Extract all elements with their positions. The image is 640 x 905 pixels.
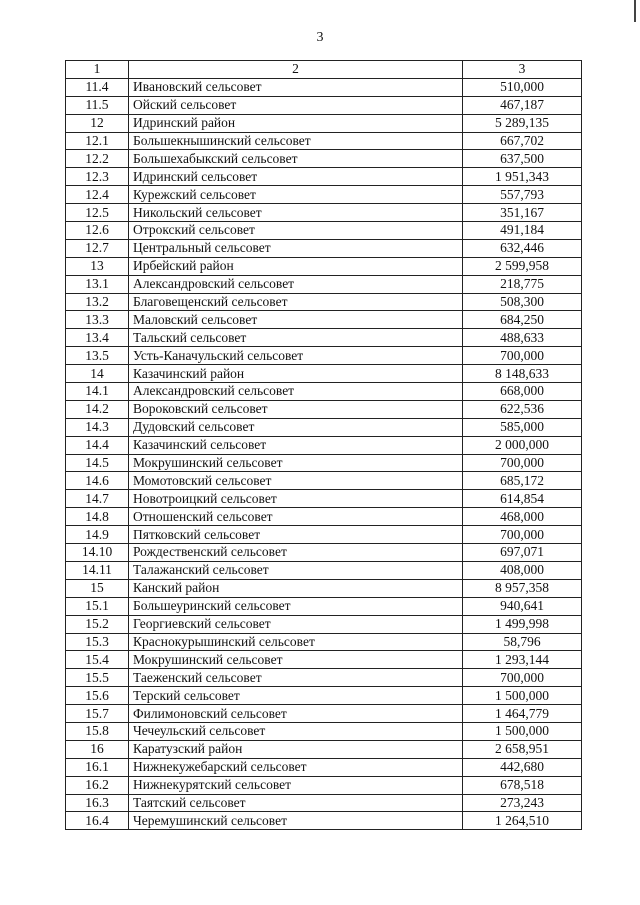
row-amount: 940,641: [463, 597, 582, 615]
row-amount: 700,000: [463, 669, 582, 687]
row-name: Момотовский сельсовет: [129, 472, 463, 490]
table-row: [66, 186, 582, 204]
row-number: 14.11: [66, 561, 129, 579]
row-amount: 8 957,358: [463, 579, 582, 597]
row-name: Ивановский сельсовет: [129, 78, 463, 96]
row-name: Большекнышинский сельсовет: [129, 132, 463, 150]
table-row: [66, 579, 582, 597]
row-name: Краснокурышинский сельсовет: [129, 633, 463, 651]
row-amount: 273,243: [463, 794, 582, 812]
row-amount: 685,172: [463, 472, 582, 490]
table-row: [66, 275, 582, 293]
page-edge-mark: [634, 0, 636, 22]
table-row: [66, 633, 582, 651]
table-row: [66, 687, 582, 705]
row-number: 12.2: [66, 150, 129, 168]
row-amount: 468,000: [463, 508, 582, 526]
row-number: 12.4: [66, 186, 129, 204]
table-header-row: [66, 61, 582, 79]
table-row: [66, 794, 582, 812]
table-row: [66, 561, 582, 579]
table-row: [66, 293, 582, 311]
row-amount: 614,854: [463, 490, 582, 508]
row-amount: 667,702: [463, 132, 582, 150]
row-amount: 1 500,000: [463, 687, 582, 705]
row-number: 13.2: [66, 293, 129, 311]
row-name: Вороковский сельсовет: [129, 400, 463, 418]
allocation-table-body: [66, 61, 582, 830]
row-number: 16.3: [66, 794, 129, 812]
table-row: [66, 544, 582, 562]
row-name: Идринский район: [129, 114, 463, 132]
row-name: Большехабыкский сельсовет: [129, 150, 463, 168]
row-number: 14.7: [66, 490, 129, 508]
page-number: 3: [316, 30, 324, 45]
table-row: [66, 454, 582, 472]
table-row: [66, 114, 582, 132]
row-name: Казачинский сельсовет: [129, 436, 463, 454]
row-amount: 2 000,000: [463, 436, 582, 454]
row-number: 12.1: [66, 132, 129, 150]
row-name: Никольский сельсовет: [129, 204, 463, 222]
row-name: Пятковский сельсовет: [129, 526, 463, 544]
row-number: 12.6: [66, 222, 129, 240]
table-row: [66, 204, 582, 222]
row-amount: 1 293,144: [463, 651, 582, 669]
table-row: [66, 597, 582, 615]
row-name: Каратузский район: [129, 740, 463, 758]
table-row: [66, 329, 582, 347]
row-number: 15.8: [66, 722, 129, 740]
row-amount: 678,518: [463, 776, 582, 794]
row-name: Черемушинский сельсовет: [129, 812, 463, 830]
row-number: 15.2: [66, 615, 129, 633]
row-name: Большеуринский сельсовет: [129, 597, 463, 615]
column-header-number: 1: [66, 61, 129, 79]
row-name: Ирбейский район: [129, 257, 463, 275]
row-name: Идринский сельсовет: [129, 168, 463, 186]
row-amount: 1 500,000: [463, 722, 582, 740]
table-row: [66, 132, 582, 150]
row-number: 13.5: [66, 347, 129, 365]
row-name: Таеженский сельсовет: [129, 669, 463, 687]
table-row: [66, 347, 582, 365]
row-number: 13.3: [66, 311, 129, 329]
row-number: 16.1: [66, 758, 129, 776]
row-amount: 700,000: [463, 347, 582, 365]
row-amount: 668,000: [463, 383, 582, 401]
row-number: 15: [66, 579, 129, 597]
row-number: 14.1: [66, 383, 129, 401]
table-row: [66, 812, 582, 830]
row-amount: 632,446: [463, 239, 582, 257]
row-amount: 2 599,958: [463, 257, 582, 275]
row-amount: 408,000: [463, 561, 582, 579]
row-amount: 351,167: [463, 204, 582, 222]
table-row: [66, 705, 582, 723]
table-row: [66, 436, 582, 454]
row-name: Маловский сельсовет: [129, 311, 463, 329]
row-name: Отрокский сельсовет: [129, 222, 463, 240]
row-amount: 700,000: [463, 526, 582, 544]
table-row: [66, 472, 582, 490]
row-amount: 508,300: [463, 293, 582, 311]
row-number: 12.5: [66, 204, 129, 222]
row-number: 14.4: [66, 436, 129, 454]
column-header-name: 2: [129, 61, 463, 79]
row-name: Александровский сельсовет: [129, 275, 463, 293]
table-row: [66, 490, 582, 508]
table-row: [66, 168, 582, 186]
row-number: 16: [66, 740, 129, 758]
column-header-amount: 3: [463, 61, 582, 79]
row-amount: 58,796: [463, 633, 582, 651]
table-row: [66, 257, 582, 275]
table-row: [66, 150, 582, 168]
row-number: 12.3: [66, 168, 129, 186]
row-number: 15.5: [66, 669, 129, 687]
row-number: 14.10: [66, 544, 129, 562]
table-row: [66, 722, 582, 740]
row-number: 14.2: [66, 400, 129, 418]
row-name: Мокрушинский сельсовет: [129, 651, 463, 669]
row-number: 12: [66, 114, 129, 132]
table-row: [66, 418, 582, 436]
row-name: Таятский сельсовет: [129, 794, 463, 812]
row-name: Дудовский сельсовет: [129, 418, 463, 436]
row-number: 16.4: [66, 812, 129, 830]
table-row: [66, 508, 582, 526]
table-row: [66, 222, 582, 240]
row-number: 11.5: [66, 96, 129, 114]
row-number: 14: [66, 365, 129, 383]
row-number: 15.7: [66, 705, 129, 723]
row-amount: 585,000: [463, 418, 582, 436]
row-name: Филимоновский сельсовет: [129, 705, 463, 723]
table-row: [66, 526, 582, 544]
row-name: Канский район: [129, 579, 463, 597]
row-number: 14.3: [66, 418, 129, 436]
row-name: Отношенский сельсовет: [129, 508, 463, 526]
row-name: Нижнекужебарский сельсовет: [129, 758, 463, 776]
row-name: Терский сельсовет: [129, 687, 463, 705]
row-number: 14.5: [66, 454, 129, 472]
row-amount: 442,680: [463, 758, 582, 776]
table-row: [66, 740, 582, 758]
row-name: Центральный сельсовет: [129, 239, 463, 257]
row-amount: 1 499,998: [463, 615, 582, 633]
row-name: Талажанский сельсовет: [129, 561, 463, 579]
row-name: Тальский сельсовет: [129, 329, 463, 347]
table-row: [66, 96, 582, 114]
row-number: 15.3: [66, 633, 129, 651]
row-name: Курежский сельсовет: [129, 186, 463, 204]
row-number: 13.1: [66, 275, 129, 293]
row-name: Мокрушинский сельсовет: [129, 454, 463, 472]
row-name: Александровский сельсовет: [129, 383, 463, 401]
row-number: 14.6: [66, 472, 129, 490]
row-number: 13.4: [66, 329, 129, 347]
row-name: Благовещенский сельсовет: [129, 293, 463, 311]
row-name: Ойский сельсовет: [129, 96, 463, 114]
row-amount: 510,000: [463, 78, 582, 96]
allocation-table: [65, 60, 582, 830]
row-name: Усть-Каначульский сельсовет: [129, 347, 463, 365]
row-number: 13: [66, 257, 129, 275]
table-row: [66, 669, 582, 687]
row-number: 15.1: [66, 597, 129, 615]
table-row: [66, 758, 582, 776]
row-name: Рождественский сельсовет: [129, 544, 463, 562]
table-row: [66, 365, 582, 383]
row-amount: 1 264,510: [463, 812, 582, 830]
row-amount: 697,071: [463, 544, 582, 562]
table-row: [66, 776, 582, 794]
row-amount: 488,633: [463, 329, 582, 347]
row-amount: 1 464,779: [463, 705, 582, 723]
row-number: 15.6: [66, 687, 129, 705]
row-name: Чечеульский сельсовет: [129, 722, 463, 740]
table-row: [66, 78, 582, 96]
table-row: [66, 311, 582, 329]
row-name: Казачинский район: [129, 365, 463, 383]
row-amount: 684,250: [463, 311, 582, 329]
row-number: 14.8: [66, 508, 129, 526]
row-number: 12.7: [66, 239, 129, 257]
row-name: Новотроицкий сельсовет: [129, 490, 463, 508]
row-amount: 491,184: [463, 222, 582, 240]
table-row: [66, 615, 582, 633]
table-row: [66, 383, 582, 401]
row-number: 11.4: [66, 78, 129, 96]
row-name: Георгиевский сельсовет: [129, 615, 463, 633]
row-number: 16.2: [66, 776, 129, 794]
table-row: [66, 651, 582, 669]
row-amount: 1 951,343: [463, 168, 582, 186]
row-amount: 218,775: [463, 275, 582, 293]
row-amount: 622,536: [463, 400, 582, 418]
row-amount: 637,500: [463, 150, 582, 168]
row-number: 15.4: [66, 651, 129, 669]
row-amount: 700,000: [463, 454, 582, 472]
row-amount: 8 148,633: [463, 365, 582, 383]
row-amount: 557,793: [463, 186, 582, 204]
table-row: [66, 400, 582, 418]
table-row: [66, 239, 582, 257]
row-name: Нижнекурятский сельсовет: [129, 776, 463, 794]
row-amount: 5 289,135: [463, 114, 582, 132]
row-amount: 467,187: [463, 96, 582, 114]
row-amount: 2 658,951: [463, 740, 582, 758]
row-number: 14.9: [66, 526, 129, 544]
